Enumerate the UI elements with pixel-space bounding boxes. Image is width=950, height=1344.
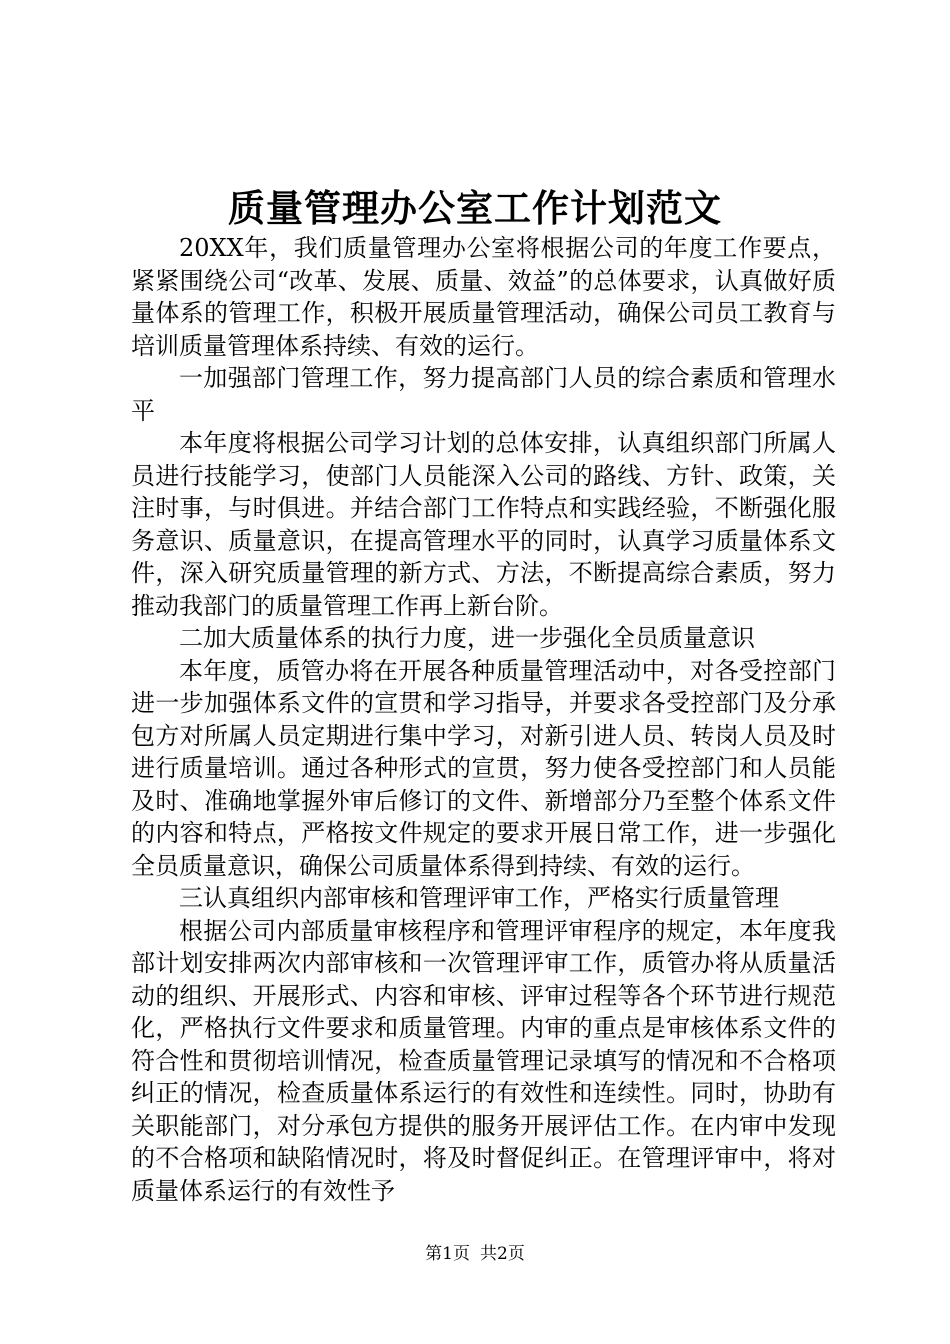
page-number: 第1页	[425, 1244, 470, 1264]
document-title: 质量管理办公室工作计划范文	[228, 186, 722, 230]
section-heading-3: 三认真组织内部审核和管理评审工作，严格实行质量管理	[179, 884, 779, 912]
page-count: 共2页	[480, 1244, 525, 1264]
paragraph-section-3: 根据公司内部质量审核程序和管理评审程序的规定，本年度我部计划安排两次内部审核和一次管理评审工作，质管办将从质量活动的组织、开展形式、内容和审核、评审过程等各个环节进行规范化，严格执行文件要求和质量管理。内审的重点是审核体系文件的符合性和贯彻培训情况，检查质量管理记录填写的情况和不合格项纠正的情况，检查质量体系运行的有效性和连续性。同时，协助有关职能部门，对分承包方提供的服务开展评估工作。在内审中发现的不合格项和缺陷情况时，将及时督促纠正。在管理评审中，将对质量体系运行的有效性予	[131, 916, 836, 1205]
paragraph-intro: 20XX年，我们质量管理办公室将根据公司的年度工作要点，紧紧围绕公司“改革、发展、质量、效益”的总体要求，认真做好质量体系的管理工作，积极开展质量管理活动，确保公司员工教育与培训质量管理体系持续、有效的运行。	[131, 234, 836, 360]
page-footer	[0, 1242, 950, 1266]
section-heading-2: 二加大质量体系的执行力度，进一步强化全员质量意识	[179, 624, 755, 652]
paragraph-section-2: 本年度，质管办将在开展各种质量管理活动中，对各受控部门进一步加强体系文件的宣贯和学习指导，并要求各受控部门及分承包方对所属人员定期进行集中学习，对新引进人员、转岗人员及时进行质量培训。通过各种形式的宣贯，努力使各受控部门和人员能及时、准确地掌握外审后修订的文件、新增部分乃至整个体系文件的内容和特点，严格按文件规定的要求开展日常工作，进一步强化全员质量意识，确保公司质量体系得到持续、有效的运行。	[131, 656, 836, 880]
document-body	[131, 232, 836, 1207]
section-heading-1: 一加强部门管理工作，努力提高部门人员的综合素质和管理水平	[131, 364, 836, 425]
paragraph-section-1: 本年度将根据公司学习计划的总体安排，认真组织部门所属人员进行技能学习，使部门人员能深入公司的路线、方针、政策，关注时事，与时俱进。并结合部门工作特点和实践经验，不断强化服务意识、质量意识，在提高管理水平的同时，认真学习质量体系文件，深入研究质量管理的新方式、方法，不断提高综合素质，努力推动我部门的质量管理工作再上新台阶。	[131, 429, 836, 620]
